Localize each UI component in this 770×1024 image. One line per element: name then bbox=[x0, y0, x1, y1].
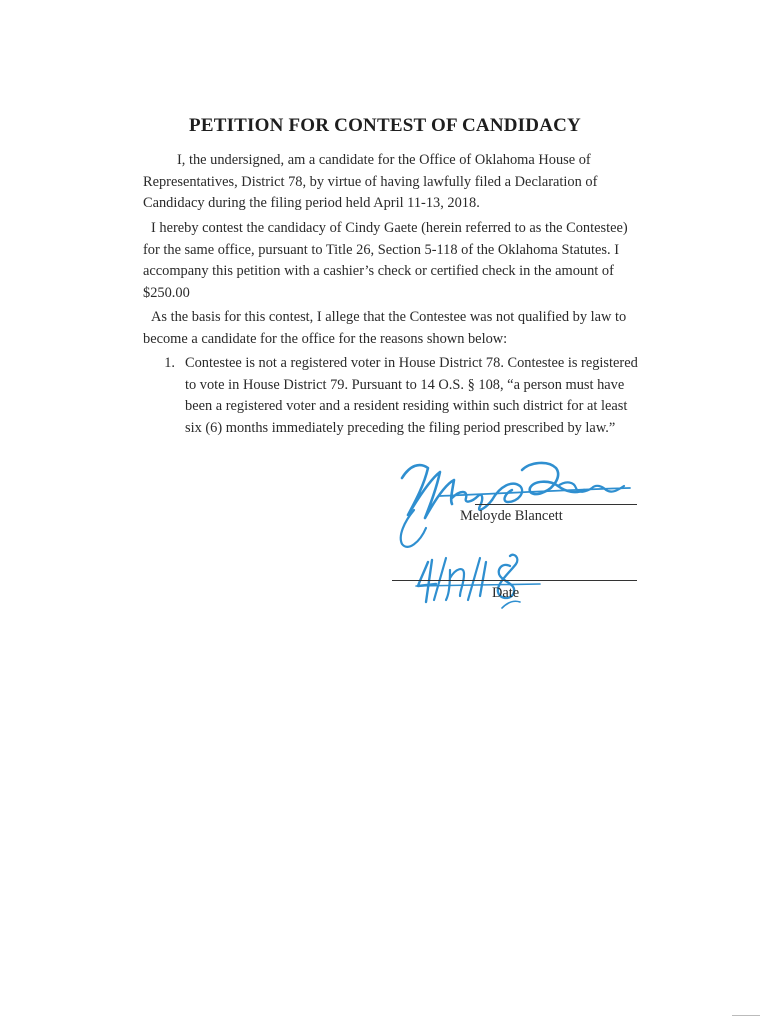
scan-edge-mark bbox=[732, 1015, 760, 1016]
date-label: Date bbox=[492, 585, 520, 601]
basis-paragraph: As the basis for this contest, I allege that the Contestee was not qualified by law to become a candidate for the office for the reasons shown below: bbox=[143, 309, 627, 347]
date-line bbox=[392, 580, 637, 581]
reasons-list bbox=[143, 353, 643, 439]
intro-paragraph: I, the undersigned, am a candidate for the Office of Oklahoma House of Representatives, District 78, by virtue of having lawfully filed a Declaration of Candidacy during the filing period held April 11-13, 2018. bbox=[143, 152, 598, 211]
signer-name: Meloyde Blancett bbox=[460, 508, 563, 524]
list-item-text: Contestee is not a registered voter in House District 78. Contestee is registered to vote in House District 79. Pursuant to 14 O.S. § 108, “a person must have been a registered voter and a resident residing within such district for at least six (6) months immediately preceding the filing period prescribed by law.” bbox=[185, 355, 638, 436]
contest-paragraph: I hereby contest the candidacy of Cindy Gaete (herein referred to as the Contestee) for the same office, pursuant to Title 26, Section 5-118 of the Oklahoma Statutes. I accompany this petition with a cashier’s check or certified check in the amount of $250.00 bbox=[143, 220, 628, 301]
signature-block bbox=[380, 440, 650, 620]
document-title: PETITION FOR CONTEST OF CANDIDACY bbox=[189, 115, 581, 136]
list-item bbox=[143, 353, 643, 439]
list-item-number: 1. bbox=[164, 355, 175, 371]
